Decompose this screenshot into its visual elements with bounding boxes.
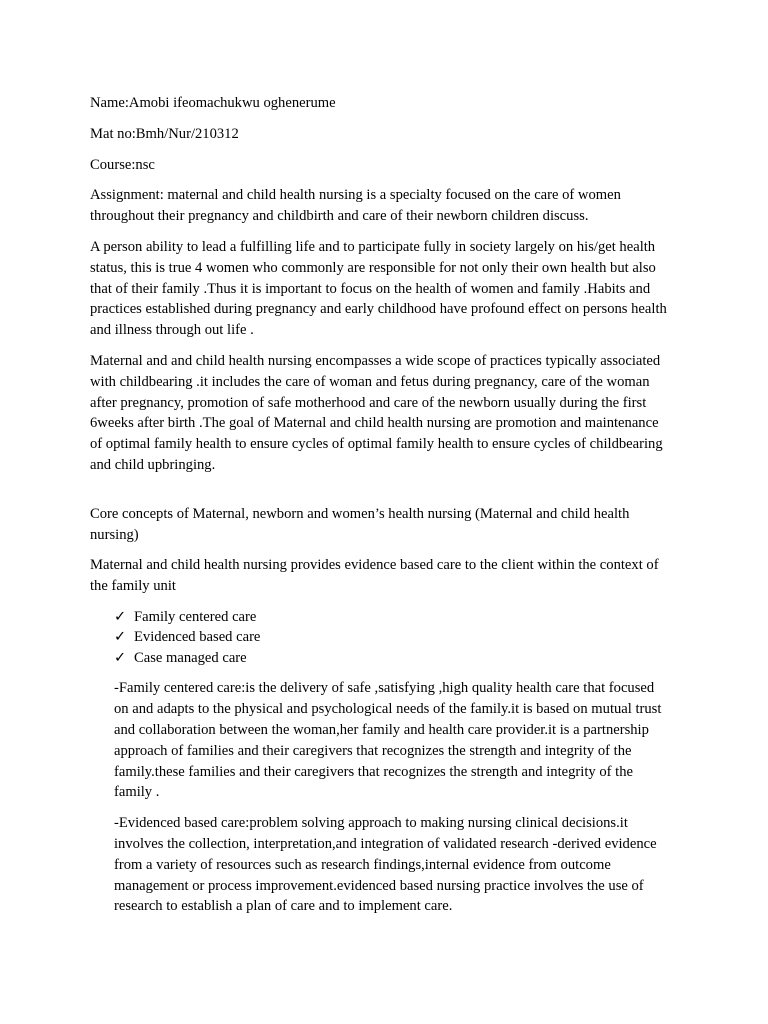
scope-paragraph: Maternal and and child health nursing encompasses a wide scope of practices typically associated with childbearing .it includes the care of woman and fetus during pregnancy, care of the woman after pregnancy, promotion of safe motherhood and care of the newborn usually during the first 6weeks after birth .The goal of Maternal and child health nursing are promotion and maintenance of optimal family health to ensure cycles of optimal family health to ensure cycles of childbearing and child upbringing. <box>90 352 663 473</box>
checkmark-icon: ✓ <box>114 649 127 666</box>
intro-paragraph: A person ability to lead a fulfilling life and to participate fully in society largely on his/get health status, this is true 4 women who commonly are responsible for not only their own health but also that of their family .Thus it is important to focus on the health of women and family .Habits and practices established during pregnancy and early childhood have profound effect on persons health and illness through out life . <box>90 238 667 339</box>
list-item-label: Family centered care <box>134 608 257 625</box>
list-item <box>114 648 670 669</box>
list-item <box>114 607 670 628</box>
list-item-label: Case managed care <box>134 649 247 666</box>
student-name: Name:Amobi ifeomachukwu oghenerume <box>90 95 336 111</box>
checkmark-icon: ✓ <box>114 608 127 625</box>
assignment-prompt: Assignment: maternal and child health nursing is a specialty focused on the care of women throughout their pregnancy and childbirth and care of their newborn children discuss. <box>90 187 621 225</box>
course-name: Course:nsc <box>90 156 155 173</box>
core-concepts-heading: Core concepts of Maternal, newborn and women’s health nursing (Maternal and child health nursing) <box>90 505 630 543</box>
core-concepts-list <box>90 607 670 669</box>
list-item <box>114 627 670 648</box>
list-item-label: Evidenced based care <box>134 629 261 646</box>
matriculation-number: Mat no:Bmh/Nur/210312 <box>90 125 239 142</box>
document-body <box>90 93 670 927</box>
family-centered-care-paragraph: -Family centered care:is the delivery of safe ,satisfying ,high quality health care that focused on and adapts to the physical and psychological needs of the family.it is based on mutual trust and collaboration between the woman,her family and health care provider.it is a partnership approach of families and their caregivers that recognizes the strength and integrity of the family.these families and their caregivers that recognizes the strength and integrity of the family . <box>114 680 662 801</box>
checkmark-icon: ✓ <box>114 629 127 646</box>
core-concepts-intro: Maternal and child health nursing provides evidence based care to the client within the context of the family unit <box>90 557 659 595</box>
evidenced-based-care-paragraph: -Evidenced based care:problem solving approach to making nursing clinical decisions.it involves the collection, interpretation,and integration of validated research -derived evidence from a variety of resources such as research findings,internal evidence from outcome management or process improvement.evidenced based nursing practice involves the use of research to establish a plan of care and to implement care. <box>114 815 657 915</box>
